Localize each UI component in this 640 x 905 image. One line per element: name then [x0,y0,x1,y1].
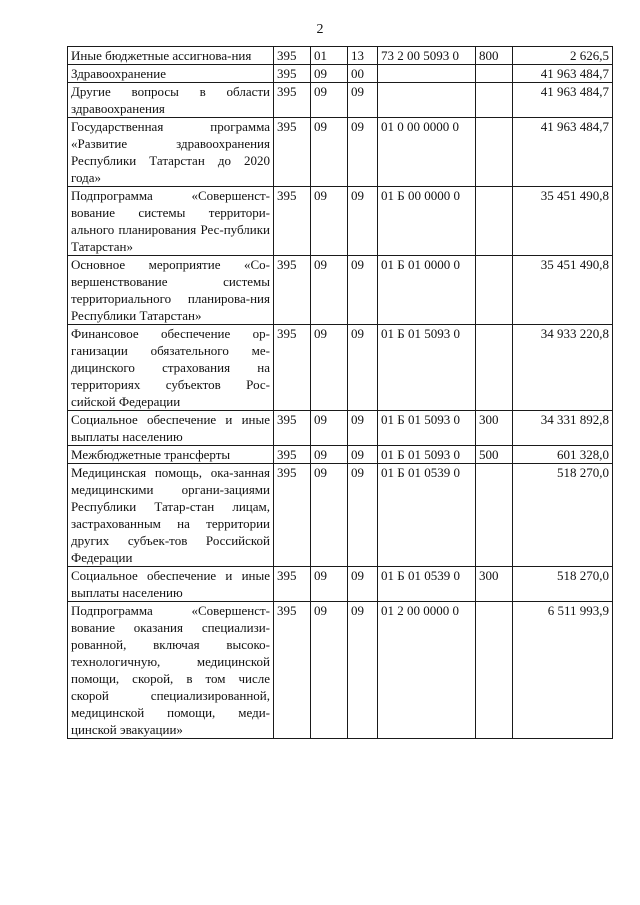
subsection-code-cell: 09 [348,118,378,187]
ministry-code-cell: 395 [274,65,311,83]
subsection-code-cell: 00 [348,65,378,83]
section-code-cell: 09 [311,325,348,411]
amount-cell: 35 451 490,8 [513,187,613,256]
ministry-code-cell: 395 [274,411,311,446]
amount-cell: 2 626,5 [513,47,613,65]
table-row [68,83,613,118]
ministry-code-cell: 395 [274,325,311,411]
item-name-cell: Социальное обеспечение и иные выплаты населению [68,411,274,446]
target-article-cell: 01 Б 01 0000 0 [378,256,476,325]
ministry-code-cell: 395 [274,47,311,65]
table-row [68,47,613,65]
amount-cell: 6 511 993,9 [513,602,613,739]
target-article-cell: 01 Б 01 5093 0 [378,446,476,464]
subsection-code-cell: 09 [348,187,378,256]
target-article-cell: 01 Б 01 0539 0 [378,567,476,602]
target-article-cell: 01 Б 01 5093 0 [378,411,476,446]
subsection-code-cell: 09 [348,83,378,118]
ministry-code-cell: 395 [274,446,311,464]
section-code-cell: 09 [311,602,348,739]
ministry-code-cell: 395 [274,187,311,256]
subsection-code-cell: 09 [348,464,378,567]
section-code-cell: 09 [311,256,348,325]
amount-cell: 41 963 484,7 [513,65,613,83]
ministry-code-cell: 395 [274,256,311,325]
table-row [68,118,613,187]
ministry-code-cell: 395 [274,567,311,602]
amount-cell: 518 270,0 [513,567,613,602]
target-article-cell: 01 Б 00 0000 0 [378,187,476,256]
table-row [68,464,613,567]
item-name-cell: Социальное обеспечение и иные выплаты населению [68,567,274,602]
subsection-code-cell: 09 [348,325,378,411]
item-name-cell: Финансовое обеспечение ор-ганизации обязательного ме-дицинского страхования на территориях субъектов Рос-сийской Федерации [68,325,274,411]
section-code-cell: 09 [311,83,348,118]
item-name-cell: Здравоохранение [68,65,274,83]
section-code-cell: 09 [311,464,348,567]
amount-cell: 601 328,0 [513,446,613,464]
target-article-cell: 01 Б 01 5093 0 [378,325,476,411]
section-code-cell: 09 [311,567,348,602]
subsection-code-cell: 13 [348,47,378,65]
item-name-cell: Подпрограмма «Совершенст-вование системы территори-ального планирования Рес-публики Татарстан» [68,187,274,256]
item-name-cell: Медицинская помощь, ока-занная медицинскими органи-зациями Республики Татар-стан лицам, застрахованным на территории других субъек-тов Российской Федерации [68,464,274,567]
item-name-cell: Иные бюджетные ассигнова-ния [68,47,274,65]
amount-cell: 41 963 484,7 [513,83,613,118]
table-row [68,411,613,446]
table-row [68,65,613,83]
subsection-code-cell: 09 [348,567,378,602]
expense-type-cell [476,187,513,256]
section-code-cell: 09 [311,411,348,446]
table-row [68,567,613,602]
item-name-cell: Основное мероприятие «Со-вершенствование системы территориального планирова-ния Республики Татарстан» [68,256,274,325]
page-number: 2 [316,22,324,37]
section-code-cell: 01 [311,47,348,65]
item-name-cell: Межбюджетные трансферты [68,446,274,464]
section-code-cell: 09 [311,446,348,464]
table-row [68,256,613,325]
expense-type-cell [476,83,513,118]
expense-type-cell [476,602,513,739]
section-code-cell: 09 [311,118,348,187]
item-name-cell: Подпрограмма «Совершенст-вование оказания специализи-рованной, включая высоко-технологичную, медицинской помощи, скорой, в том числе скорой специализированной, медицинской помощи, меди-цинской эвакуации» [68,602,274,739]
expense-type-cell [476,464,513,567]
ministry-code-cell: 395 [274,118,311,187]
target-article-cell [378,65,476,83]
subsection-code-cell: 09 [348,602,378,739]
item-name-cell: Государственная программа «Развитие здравоохранения Республики Татарстан до 2020 года» [68,118,274,187]
expense-type-cell: 300 [476,411,513,446]
table-row [68,325,613,411]
amount-cell: 34 933 220,8 [513,325,613,411]
amount-cell: 41 963 484,7 [513,118,613,187]
subsection-code-cell: 09 [348,411,378,446]
amount-cell: 34 331 892,8 [513,411,613,446]
target-article-cell: 01 0 00 0000 0 [378,118,476,187]
table-row [68,602,613,739]
expense-type-cell [476,65,513,83]
expense-type-cell: 800 [476,47,513,65]
budget-table [67,46,613,739]
expense-type-cell: 500 [476,446,513,464]
ministry-code-cell: 395 [274,602,311,739]
amount-cell: 35 451 490,8 [513,256,613,325]
section-code-cell: 09 [311,187,348,256]
expense-type-cell: 300 [476,567,513,602]
target-article-cell: 01 2 00 0000 0 [378,602,476,739]
subsection-code-cell: 09 [348,256,378,325]
amount-cell: 518 270,0 [513,464,613,567]
expense-type-cell [476,118,513,187]
table-row [68,446,613,464]
expense-type-cell [476,325,513,411]
expense-type-cell [476,256,513,325]
target-article-cell: 01 Б 01 0539 0 [378,464,476,567]
ministry-code-cell: 395 [274,464,311,567]
item-name-cell: Другие вопросы в области здравоохранения [68,83,274,118]
target-article-cell: 73 2 00 5093 0 [378,47,476,65]
table-row [68,187,613,256]
section-code-cell: 09 [311,65,348,83]
subsection-code-cell: 09 [348,446,378,464]
target-article-cell [378,83,476,118]
ministry-code-cell: 395 [274,83,311,118]
